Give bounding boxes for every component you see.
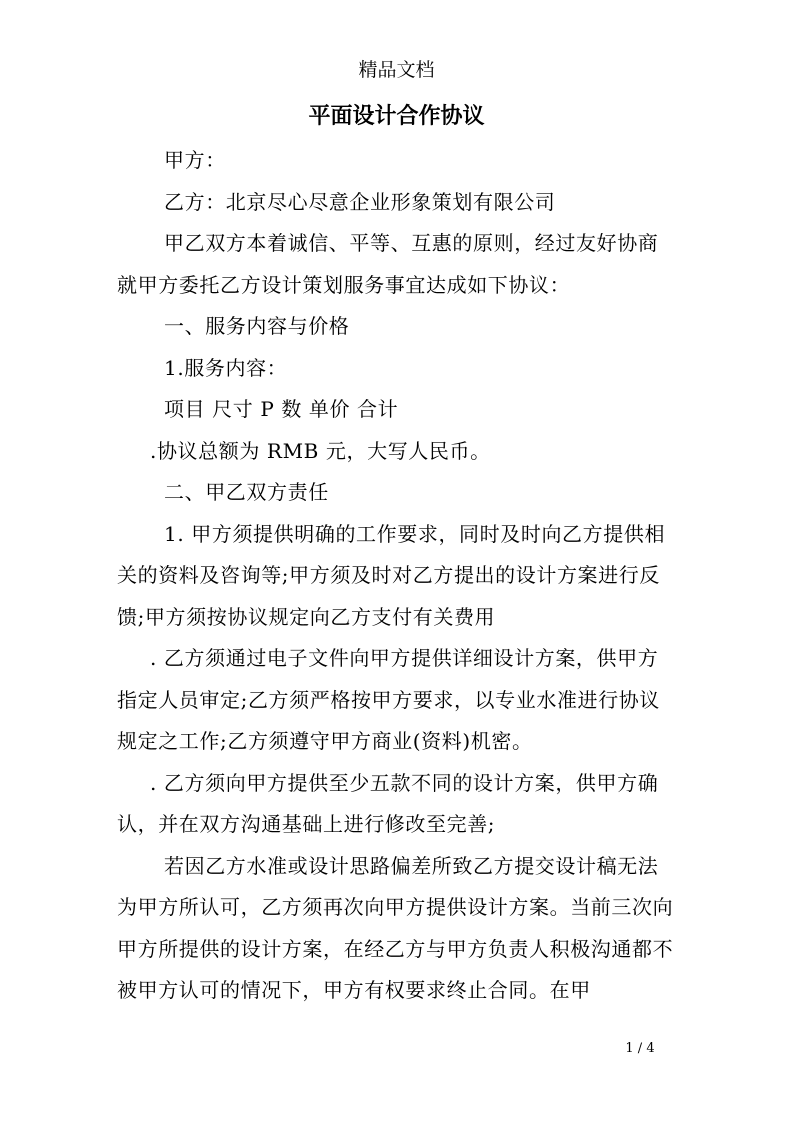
party-a-responsibilities: 1. 甲方须提供明确的工作要求，同时及时向乙方提供相关的资料及咨询等;甲方须及时对乙方提出的设计方案进行反馈;甲方须按协议规定向乙方支付有关费用 <box>117 521 666 629</box>
agreement-intro: 甲乙双方本着诚信、平等、互惠的原则，经过友好协商就甲方委托乙方设计策划服务事宜达成如下协议： <box>117 231 659 297</box>
party-a-line: 甲方： <box>164 148 226 172</box>
party-b-line: 乙方：北京尽心尽意企业形象策划有限公司 <box>164 189 556 214</box>
agreement-total-line: .协议总额为 RMB 元，大写人民币。 <box>150 438 491 463</box>
section-heading-services: 一、服务内容与价格 <box>164 314 350 338</box>
document-body <box>117 140 677 1012</box>
party-b-responsibilities: . 乙方须通过电子文件向甲方提供详细设计方案，供甲方指定人员审定;乙方须严格按甲方要求，以专业水准进行协议规定之工作;乙方须遵守甲方商业(资料)机密。 <box>117 646 660 753</box>
redesign-clause: 若因乙方水准或设计思路偏差所致乙方提交设计稿无法为甲方所认可，乙方须再次向甲方提供设计方案。当前三次向甲方所提供的设计方案，在经乙方与甲方负责人积极沟通都不被甲方认可的情况下，甲方有权要求终止合同。在甲 <box>117 853 674 1002</box>
design-options-clause: . 乙方须向甲方提供至少五款不同的设计方案，供甲方确认，并在双方沟通基础上进行修改至完善; <box>117 770 659 836</box>
service-content-label: 1.服务内容： <box>164 355 288 380</box>
service-table-header: 项目 尺寸 P 数 单价 合计 <box>164 397 399 421</box>
document-title: 平面设计合作协议 <box>308 103 485 129</box>
document-header: 精品文档 <box>358 59 435 81</box>
section-heading-responsibilities: 二、甲乙双方责任 <box>164 480 329 504</box>
page-number: 1 / 4 <box>625 1041 655 1056</box>
